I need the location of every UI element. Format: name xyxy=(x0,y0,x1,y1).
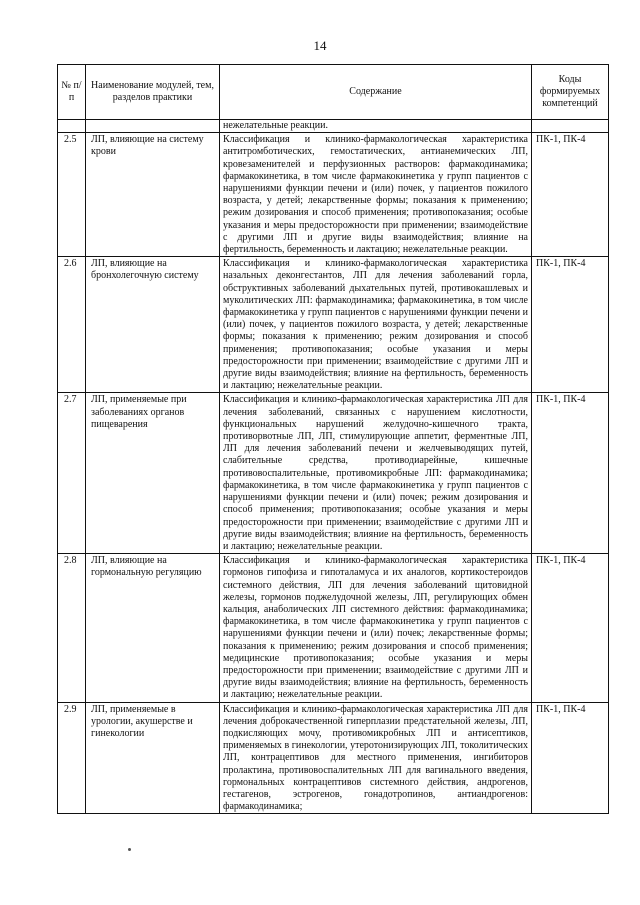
row-number: 2.5 xyxy=(58,133,86,257)
row-codes: ПК-1, ПК-4 xyxy=(532,393,609,554)
row-codes: ПК-1, ПК-4 xyxy=(532,554,609,702)
row-codes: ПК-1, ПК-4 xyxy=(532,133,609,257)
row-content: Классификация и клинико-фармакологическая характеристика ЛП для лечения заболеваний, связанных с нарушением кислотности, функциональных нарушений желудочно-кишечного тракта, противорвотные ЛП, ЛП, стимулирующие аппетит, ферментные ЛП, ЛП для лечения заболеваний печени и желчевыводящих путей, слабительные средства, противодиарейные, кишечные противовоспалительные, противомикробные ЛП: фармакодинамика; фармакокинетика, в том числе фармакокинетика у групп пациентов с нарушениями функции печени и (или) почек; режим дозирования и способ применения; противопоказания; особые указания и меры предосторожности при применении; взаимодействие с другими ЛП и другие виды взаимодействия; влияние на фертильность, беременность и лактацию; нежелательные реакции. xyxy=(220,393,532,554)
continuation-codes-cell xyxy=(532,120,609,133)
row-title: ЛП, влияющие на гормональную регуляцию xyxy=(86,554,220,702)
table-row xyxy=(58,133,609,257)
table-row xyxy=(58,554,609,702)
header-name: Наименование модулей, тем, разделов практики xyxy=(86,65,220,120)
row-codes: ПК-1, ПК-4 xyxy=(532,257,609,393)
row-number: 2.9 xyxy=(58,702,86,814)
table-row xyxy=(58,702,609,814)
row-content: Классификация и клинико-фармакологическая характеристика гормонов гипофиза и гипоталамуса и их аналогов, кортикостероидов системного действия, ЛП для лечения заболеваний щитовидной железы, гормонов поджелудочной железы, ЛП, регулирующих обмен кальция, анаболических ЛП системного действия: фармакодинамика; фармакокинетика, в том числе фармакокинетика у групп пациентов с нарушениями функции печени и (или) почек; лекарственные формы; показания к применению; режим дозирования и способ применения; медицинские противопоказания; особые указания и меры предосторожности при применении; взаимодействие с другими ЛП и другие виды взаимодействия; влияние на фертильность, беременность и лактацию; нежелательные реакции. xyxy=(220,554,532,702)
scan-speck xyxy=(128,848,131,851)
page-number: 14 xyxy=(313,38,327,53)
row-title: ЛП, влияющие на систему крови xyxy=(86,133,220,257)
header-num: № п/п xyxy=(58,65,86,120)
row-content: Классификация и клинико-фармакологическая характеристика назальных деконгестантов, ЛП для лечения заболеваний горла, обструктивных заболеваний дыхательных путей, противокашлевых и муколитических ЛП: фармакодинамика; фармакокинетика, в том числе фармакокинетика у групп пациентов с нарушениями функции печени и (или) почек, у пациентов пожилого возраста, у детей; лекарственные формы; показания к применению; режим дозирования и способ применения; противопоказания; особые указания и меры предосторожности при применении; взаимодействие с другими ЛП и другие виды взаимодействия; влияние на фертильность, беременность и лактацию; нежелательные реакции. xyxy=(220,257,532,393)
practice-content-table xyxy=(57,64,609,814)
row-number: 2.8 xyxy=(58,554,86,702)
header-codes: Коды формируемых компетенций xyxy=(532,65,609,120)
row-codes: ПК-1, ПК-4 xyxy=(532,702,609,814)
table-row xyxy=(58,257,609,393)
row-title: ЛП, влияющие на бронхолегочную систему xyxy=(86,257,220,393)
row-number: 2.7 xyxy=(58,393,86,554)
header-content: Содержание xyxy=(220,65,532,120)
row-title: ЛП, применяемые при заболеваниях органов пищеварения xyxy=(86,393,220,554)
row-number: 2.6 xyxy=(58,257,86,393)
continuation-num-cell xyxy=(58,120,86,133)
row-content: Классификация и клинико-фармакологическая характеристика антитромботических, гемостатических, антианемических ЛП, кровезаменителей и перфузионных растворов: фармакодинамика; фармакокинетика, в том числе фармакокинетика у групп пациентов с нарушениями функции печени и (или) почек, у пациентов пожилого возраста, у детей; лекарственные формы; показания к применению; режим дозирования и способ применения; противопоказания; особые указания и меры предосторожности при применении; взаимодействие с другими ЛП и другие виды взаимодействия; влияние на фертильность, беременность и лактацию; нежелательные реакции. xyxy=(220,133,532,257)
continuation-name-cell xyxy=(86,120,220,133)
continuation-text: нежелательные реакции. xyxy=(220,120,532,133)
table-header-row xyxy=(58,65,609,120)
table-row xyxy=(58,393,609,554)
row-content: Классификация и клинико-фармакологическая характеристика ЛП для лечения доброкачественной гиперплазии предстательной железы, ЛП, подкисляющих мочу, противомикробных ЛП и антисептиков, применяемых в гинекологии, утеротонизирующих ЛП, токолитических ЛП, контрацептивов для местного применения, ингибиторов пролактина, противовоспалительных ЛП для вагинального введения, гормональных контрацептивов системного действия, андрогенов, гестагенов, эстрогенов, гонадотропинов, антиандрогенов: фармакодинамика; xyxy=(220,702,532,814)
continuation-row xyxy=(58,120,609,133)
row-title: ЛП, применяемые в урологии, акушерстве и гинекологии xyxy=(86,702,220,814)
